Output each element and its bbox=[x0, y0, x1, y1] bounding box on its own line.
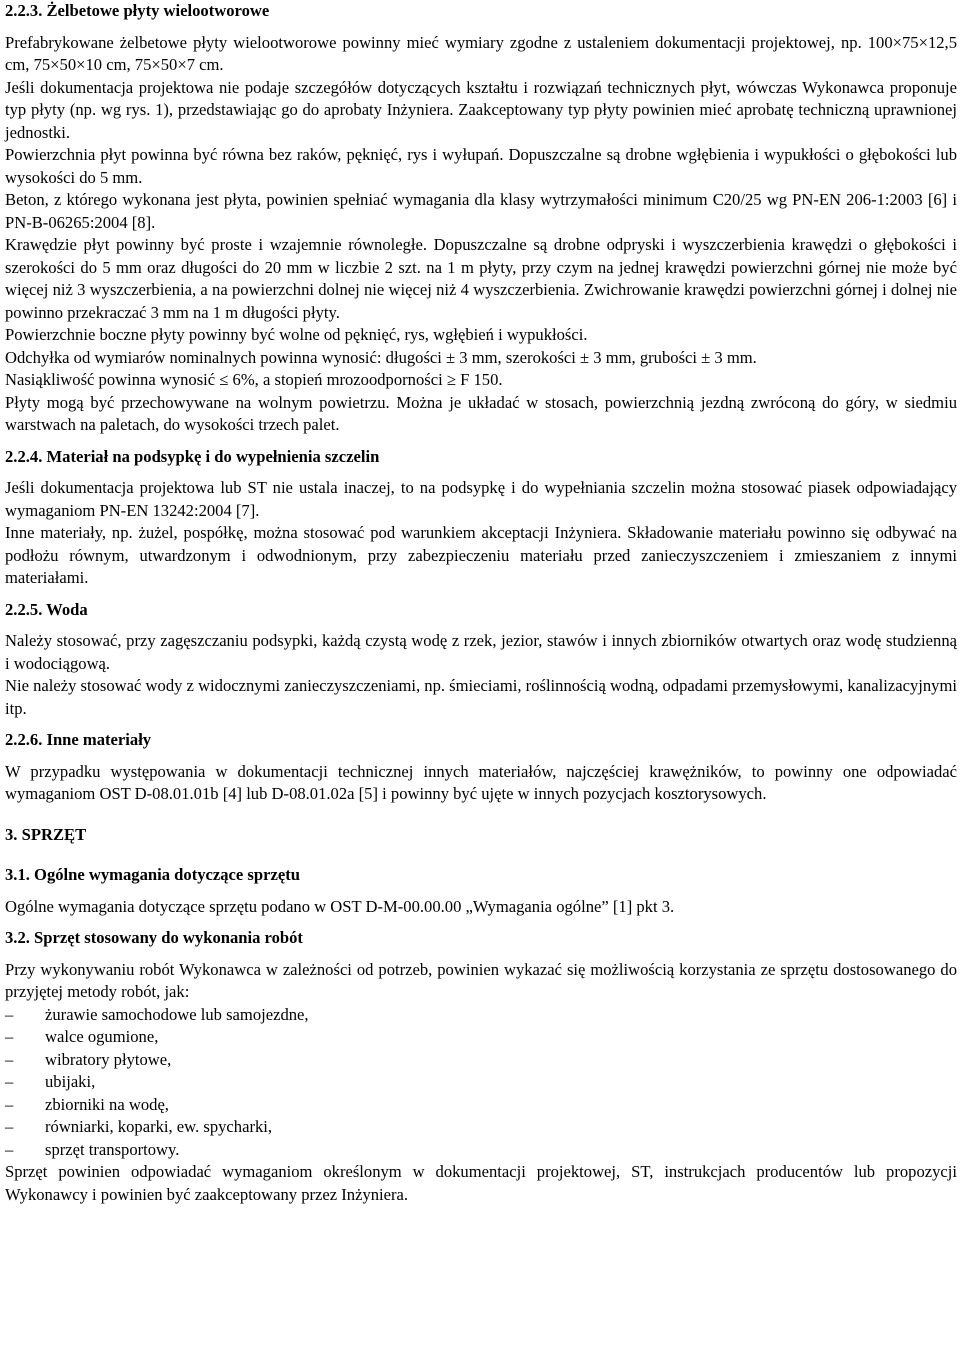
section-heading-3-1: 3.1. Ogólne wymagania dotyczące sprzętu bbox=[5, 865, 300, 884]
paragraph: Beton, z którego wykonana jest płyta, powinien spełniać wymagania dla klasy wytrzymałości minimum C20/25 wg PN-EN 206-1:2003 [6] i PN-B-06265:2004 [8]. bbox=[5, 190, 957, 232]
paragraph: Ogólne wymagania dotyczące sprzętu podano w OST D-M-00.00.00 „Wymagania ogólne” [1] pkt 3. bbox=[5, 896, 675, 916]
paragraph: Płyty mogą być przechowywane na wolnym powietrzu. Można je układać w stosach, powierzchnią jezdną zwróconą do góry, w siedmiu warstwach na paletach, do wysokości trzech palet. bbox=[5, 392, 957, 434]
dash-bullet: – bbox=[5, 1027, 14, 1046]
section-heading-3-2: 3.2. Sprzęt stosowany do wykonania robót bbox=[5, 928, 303, 947]
dash-bullet: – bbox=[5, 1004, 14, 1024]
list-item-text: zbiorniki na wodę, bbox=[45, 1094, 169, 1114]
chapter-heading-3: 3. SPRZĘT bbox=[5, 824, 87, 844]
dash-bullet: – bbox=[5, 1072, 14, 1091]
paragraph: Prefabrykowane żelbetowe płyty wielootworowe powinny mieć wymiary zgodne z ustaleniem dokumentacji projektowej, np. 100×75×12,5 cm, 75×50×10 cm, 75×50×7 cm. bbox=[5, 32, 957, 74]
list-item bbox=[5, 1026, 957, 1049]
list-item-text: żurawie samochodowe lub samojezdne, bbox=[45, 1004, 309, 1024]
dash-bullet: – bbox=[5, 1049, 14, 1069]
list-item-text: walce ogumione, bbox=[45, 1027, 159, 1046]
list-item bbox=[5, 1094, 957, 1117]
paragraph: Przy wykonywaniu robót Wykonawca w zależności od potrzeb, powinien wykazać się możliwością korzystania ze sprzętu dostosowanego do przyjętej metody robót, jak: bbox=[5, 959, 957, 1001]
paragraph: Jeśli dokumentacja projektowa nie podaje szczegółów dotyczących kształtu i rozwiązań technicznych płyt, wówczas Wykonawca proponuje typ płyty (np. wg rys. 1), przedstawiając go do aprobaty Inżyniera. Zaakceptowany typ płyty powinien mieć aprobatę techniczną uprawnionej jednostki. bbox=[5, 77, 957, 142]
dash-bullet: – bbox=[5, 1117, 14, 1136]
paragraph: Należy stosować, przy zagęszczaniu podsypki, każdą czystą wodę z rzek, jezior, stawów i innych zbiorników otwartych oraz wodę studzienną i wodociągową. bbox=[5, 631, 957, 673]
dash-bullet: – bbox=[5, 1094, 14, 1114]
section-heading-2-2-5: 2.2.5. Woda bbox=[5, 599, 88, 619]
list-item bbox=[5, 1139, 957, 1162]
paragraph: W przypadku występowania w dokumentacji technicznej innych materiałów, najczęściej krawężników, to powinny one odpowiadać wymaganiom OST D-08.01.01b [4] lub D-08.01.02a [5] i powinny być ujęte w innych pozycjach kosztorysowych. bbox=[5, 761, 957, 803]
list-item bbox=[5, 1049, 957, 1072]
list-item bbox=[5, 1004, 957, 1027]
section-heading-2-2-4: 2.2.4. Materiał na podsypkę i do wypełnienia szczelin bbox=[5, 446, 380, 466]
paragraph: Sprzęt powinien odpowiadać wymaganiom określonym w dokumentacji projektowej, ST, instrukcjach producentów lub propozycji Wykonawcy i powinien być zaakceptowany przez Inżyniera. bbox=[5, 1162, 957, 1204]
dash-bullet: – bbox=[5, 1139, 14, 1159]
list-item-text: wibratory płytowe, bbox=[45, 1049, 172, 1069]
list-item bbox=[5, 1116, 957, 1139]
paragraph: Jeśli dokumentacja projektowa lub ST nie ustala inaczej, to na podsypkę i do wypełniania szczelin można stosować piasek odpowiadający wymaganiom PN-EN 13242:2004 [7]. bbox=[5, 478, 957, 520]
paragraph: Powierzchnia płyt powinna być równa bez raków, pęknięć, rys i wyłupań. Dopuszczalne są drobne wgłębienia i wypukłości o głębokości lub wysokości do 5 mm. bbox=[5, 145, 957, 187]
section-heading-2-2-6: 2.2.6. Inne materiały bbox=[5, 730, 152, 749]
paragraph: Inne materiały, np. żużel, pospółkę, można stosować pod warunkiem akceptacji Inżyniera. Składowanie materiału powinno się odbywać na podłożu równym, utwardzonym i odwodnionym, przy zabezpieczeniu materiału przed zanieczyszczeniem i zmieszaniem z innymi materiałami. bbox=[5, 523, 957, 587]
paragraph: Powierzchnie boczne płyty powinny być wolne od pęknięć, rys, wgłębień i wypukłości. bbox=[5, 325, 588, 344]
equipment-list bbox=[5, 1004, 957, 1162]
paragraph: Krawędzie płyt powinny być proste i wzajemnie równoległe. Dopuszczalne są drobne odpryski i wyszczerbienia krawędzi o głębokości i szerokości do 5 mm oraz długości do 20 mm w liczbie 2 szt. na 1 m płyty, przy czym na jednej krawędzi powierzchni górnej nie może być więcej niż 3 wyszczerbienia, a na powierzchni dolnej nie więcej niż 4 wyszczerbienia. Zwichrowanie krawędzi powierzchni górnej i dolnej nie powinno przekraczać 3 mm na 1 m długości płyty. bbox=[5, 235, 957, 322]
paragraph: Nasiąkliwość powinna wynosić ≤ 6%, a stopień mrozoodporności ≥ F 150. bbox=[5, 370, 503, 389]
list-item-text: równiarki, koparki, ew. spycharki, bbox=[45, 1117, 273, 1136]
list-item bbox=[5, 1071, 957, 1094]
paragraph: Odchyłka od wymiarów nominalnych powinna wynosić: długości ± 3 mm, szerokości ± 3 mm, grubości ± 3 mm. bbox=[5, 347, 757, 367]
section-heading-2-2-3: 2.2.3. Żelbetowe płyty wielootworowe bbox=[5, 1, 270, 20]
list-item-text: ubijaki, bbox=[45, 1072, 96, 1091]
paragraph: Nie należy stosować wody z widocznymi zanieczyszczeniami, np. śmieciami, roślinnością wodną, odpadami przemysłowymi, kanalizacyjnymi itp. bbox=[5, 676, 958, 718]
list-item-text: sprzęt transportowy. bbox=[45, 1139, 180, 1159]
